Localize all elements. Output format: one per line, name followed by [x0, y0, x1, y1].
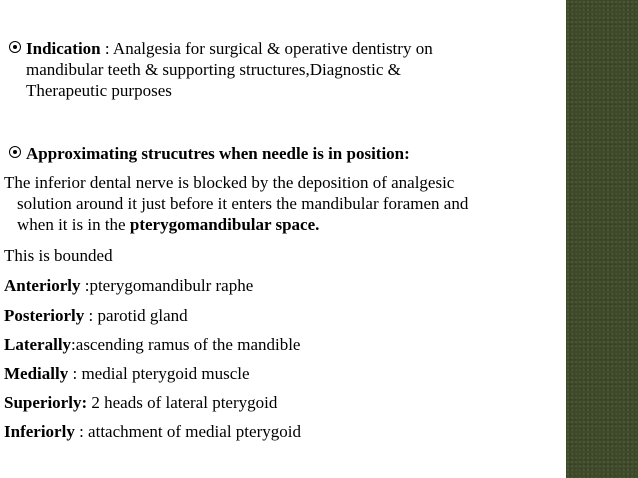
paragraph-line-3	[4, 214, 556, 235]
boundary-label: Medially	[4, 364, 69, 383]
circle-bullet-icon	[9, 41, 21, 53]
paragraph-line-2: solution around it just before it enters the mandibular foramen and	[17, 194, 469, 213]
bullet-approximating	[6, 143, 556, 164]
boundary-text: :ascending ramus of the mandible	[71, 335, 301, 354]
textured-side-bar	[566, 0, 638, 478]
approximating-heading: Approximating strucutres when needle is in position:	[26, 144, 410, 163]
indication-text	[26, 38, 556, 101]
paragraph-line-3-prefix: when it is in the	[17, 215, 130, 234]
indication-line-2: mandibular teeth & supporting structures,Diagnostic &	[26, 60, 401, 79]
boundary-label: Laterally	[4, 335, 72, 354]
indication-heading: Indication	[26, 39, 101, 58]
boundary-inferiorly	[4, 421, 301, 442]
paragraph-line-1: The inferior dental nerve is blocked by the deposition of analgesic	[4, 173, 455, 192]
boundary-label: Posteriorly	[4, 306, 85, 325]
boundary-text: 2 heads of lateral pterygoid	[87, 393, 278, 412]
approximating-text	[26, 143, 556, 164]
boundary-text: : parotid gland	[84, 306, 188, 325]
indication-line-1: : Analgesia for surgical & operative dentistry on	[100, 39, 433, 58]
pterygomandibular-space-term: pterygomandibular space.	[129, 215, 320, 234]
bullet-indication	[6, 38, 556, 101]
boundary-superiorly	[4, 392, 277, 413]
boundary-text: :pterygomandibulr raphe	[80, 276, 254, 295]
boundary-label: Anteriorly	[4, 276, 81, 295]
boundary-medially	[4, 363, 250, 384]
nerve-block-paragraph	[4, 172, 556, 235]
boundary-label: Inferiorly	[4, 422, 75, 441]
boundary-posteriorly	[4, 305, 188, 326]
boundary-text: : attachment of medial pterygoid	[74, 422, 301, 441]
boundary-text: : medial pterygoid muscle	[68, 364, 250, 383]
boundary-laterally	[4, 334, 300, 355]
circle-bullet-icon	[9, 146, 21, 158]
boundary-anteriorly	[4, 275, 253, 296]
bounded-intro: This is bounded	[4, 246, 113, 265]
boundary-label: Superiorly:	[4, 393, 88, 412]
indication-line-3: Therapeutic purposes	[26, 81, 172, 100]
